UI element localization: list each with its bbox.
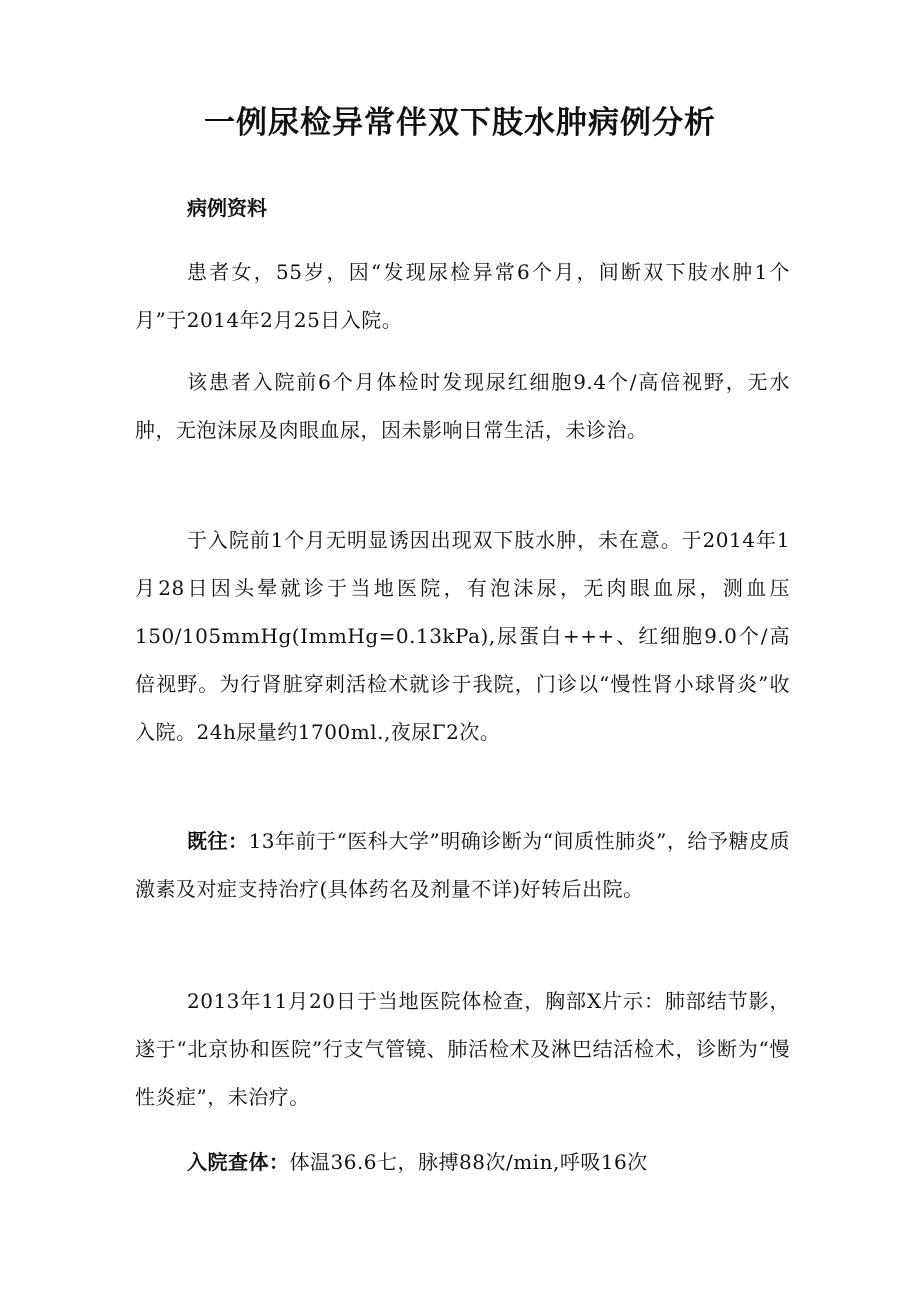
- past-history-text: 13年前于“医科大学”明确诊断为“间质性肺炎”，给予糖皮质激素及对症支持治疗(具体药名及剂量不详)好转后出院。: [135, 829, 791, 901]
- paragraph-chest-xray: 2013年11月20日于当地医院体检查，胸部X片示：肺部结节影，遂于“北京协和医院”行支气管镜、肺活检术及淋巴结活检术，诊断为“慢性炎症”，未治疗。: [135, 989, 790, 1109]
- admission-exam-text: 体温36.6七，脉搏88次/min,呼吸16次: [289, 1150, 648, 1174]
- section-heading-case-data: 病例资料: [187, 196, 267, 220]
- admission-exam-label: 入院查体：: [187, 1150, 290, 1174]
- paragraph-admission-exam: [135, 1138, 790, 1186]
- document-title: 一例尿检异常伴双下肢水肿病例分析: [204, 105, 716, 141]
- paragraph-past-history: [135, 817, 790, 913]
- paragraph-present-illness: [135, 516, 790, 756]
- paragraph-history-urinalysis: 该患者入院前6个月体检时发现尿红细胞9.4个/高倍视野，无水肿，无泡沫尿及肉眼血尿，因未影响日常生活，未诊治。: [135, 370, 790, 442]
- past-history-label: 既往：: [187, 829, 249, 853]
- present-illness-text: 于入院前1个月无明显诱因出现双下肢水肿，未在意。于2014年1月28日因头晕就诊于当地医院，有泡沫尿，无肉眼血尿，测血压150/105mmHg(ImmHg=0.13kPa),尿蛋白+++、红细胞9.0个/高倍视野。为行肾脏穿刺活检术就诊于我院，门诊以“慢性肾小球肾炎”收入院。24h尿量约1700ml.,夜尿Γ2次。: [135, 528, 790, 744]
- paragraph-chief-complaint: 患者女，55岁，因“发现尿检异常6个月，间断双下肢水肿1个月”于2014年2月25日入院。: [135, 260, 790, 332]
